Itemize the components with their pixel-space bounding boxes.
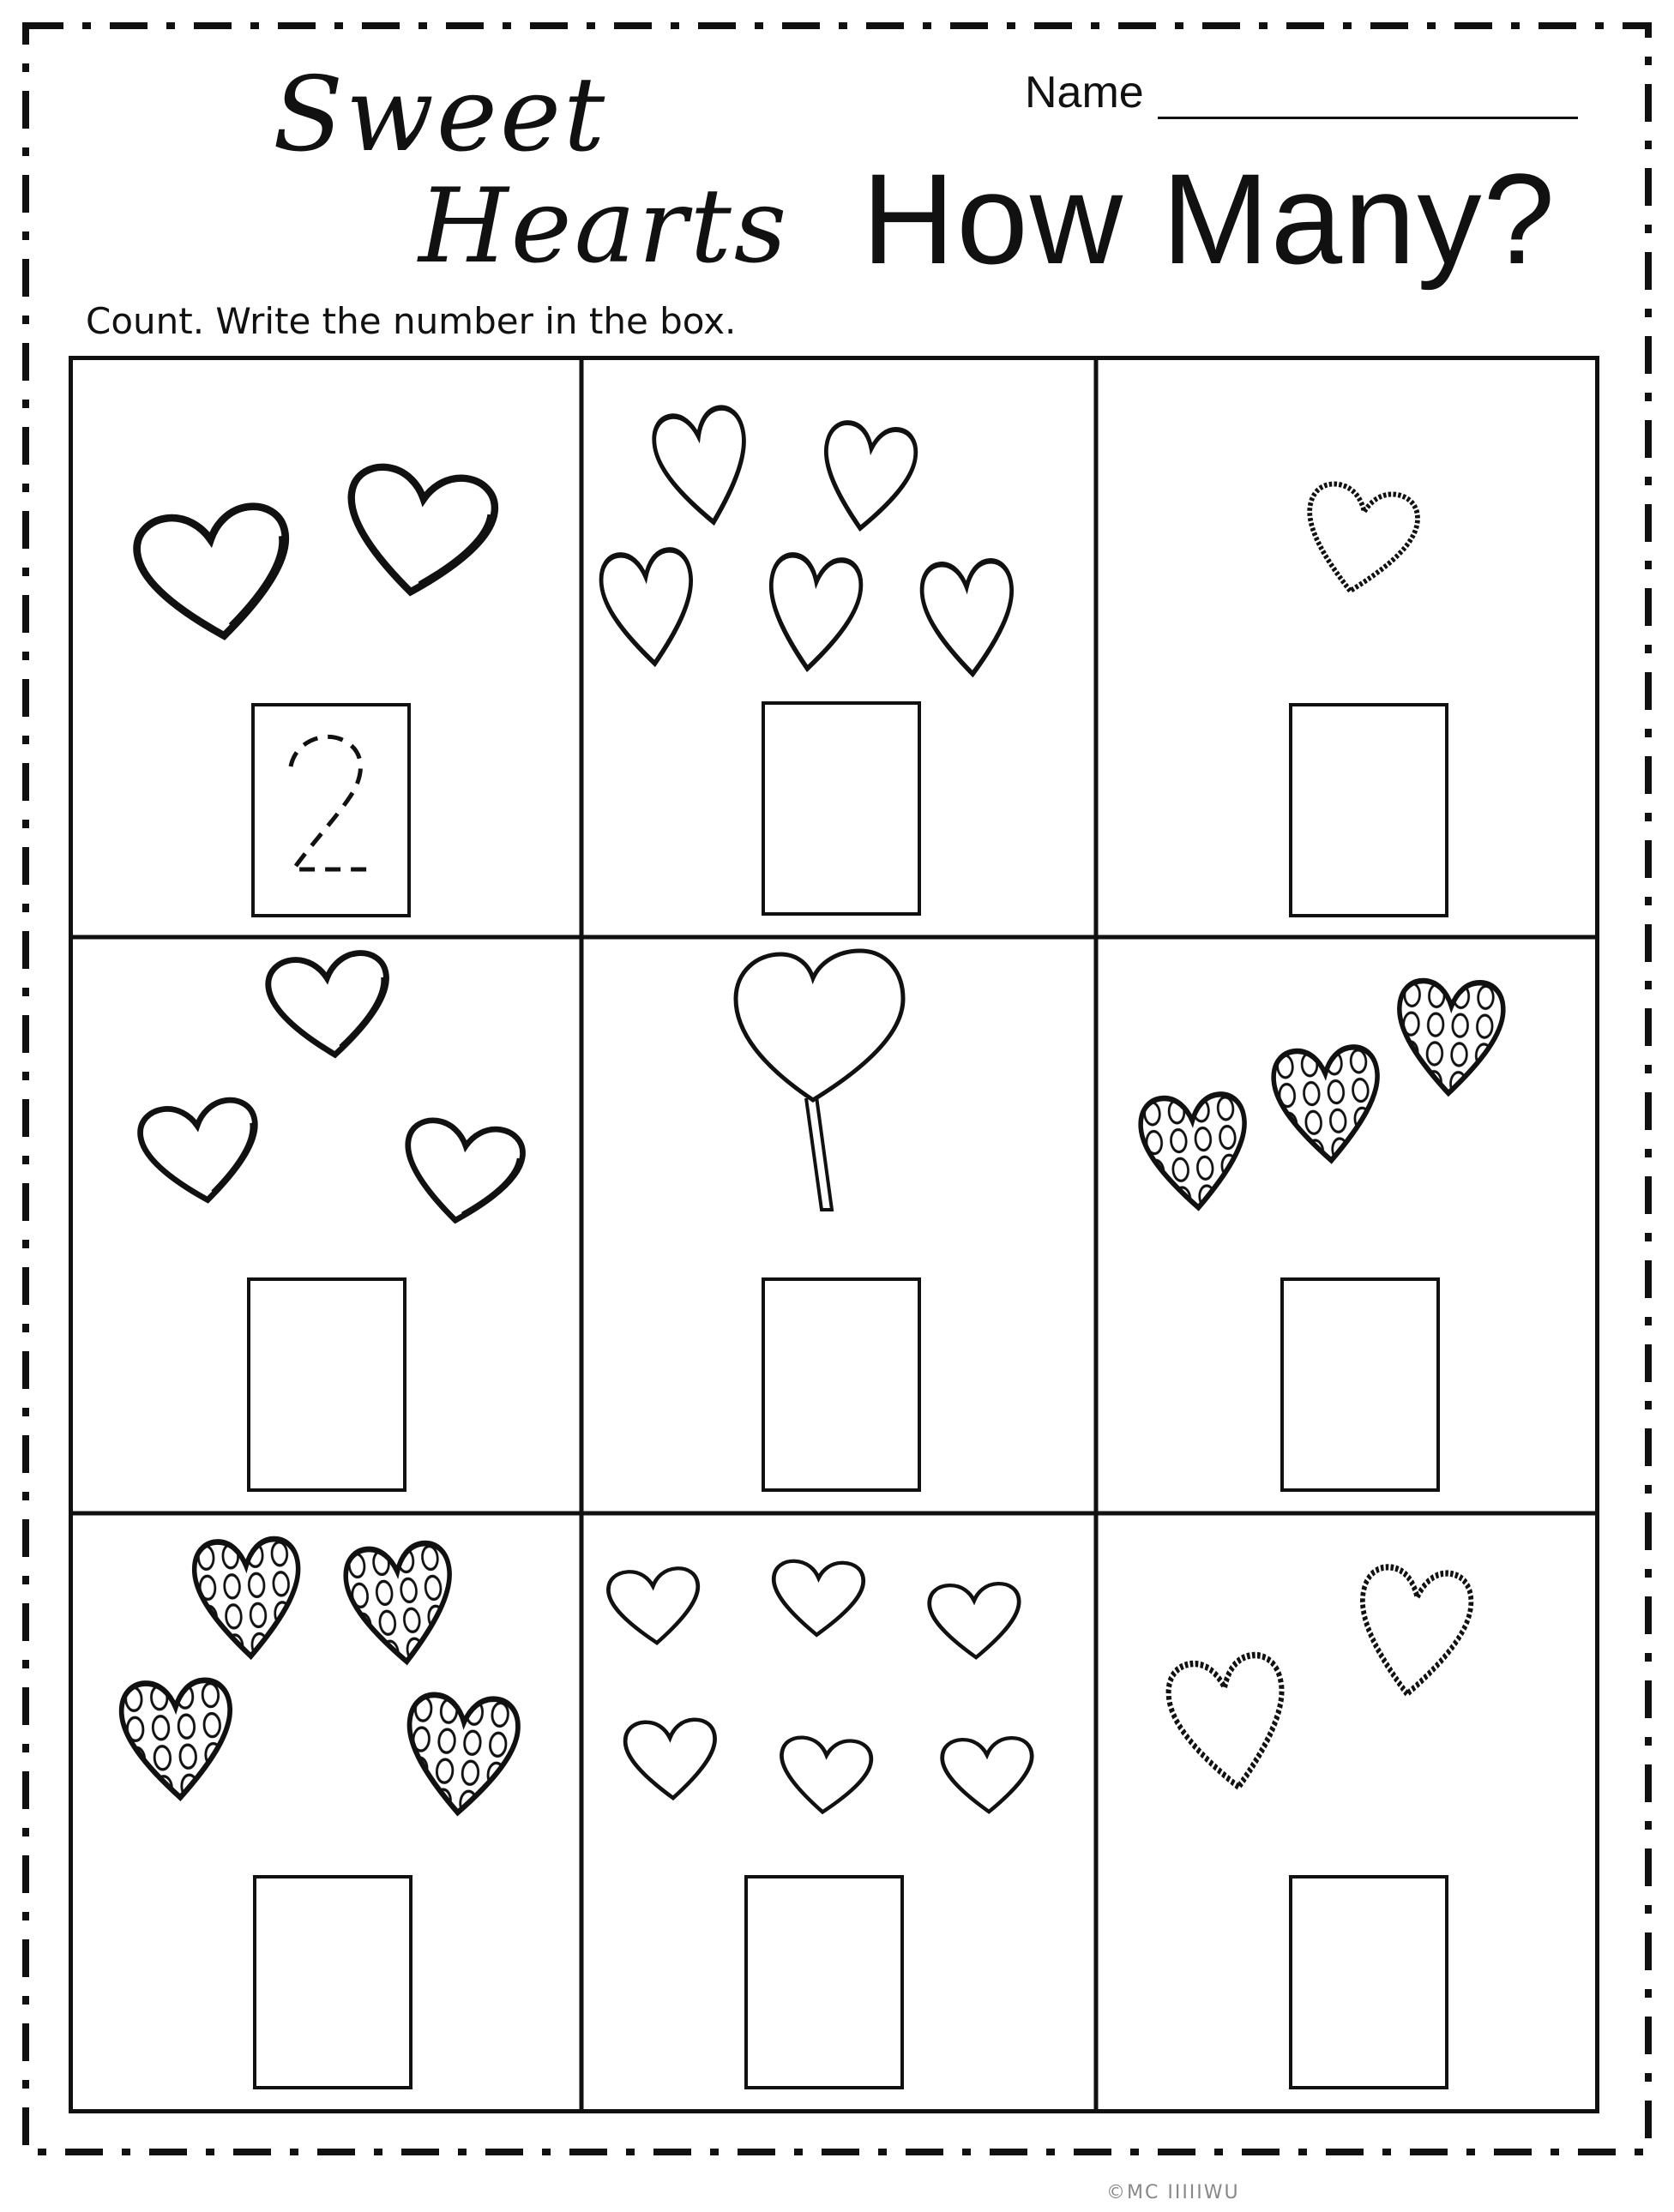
heart-icon bbox=[929, 1583, 1021, 1659]
count-cell-9 bbox=[1096, 1513, 1595, 2109]
polka-dot-heart-icon bbox=[1272, 1046, 1383, 1164]
heart-icon bbox=[1165, 1652, 1295, 1795]
heart-icon bbox=[599, 548, 700, 668]
answer-box[interactable] bbox=[762, 1277, 921, 1492]
heart-icon bbox=[398, 1117, 526, 1229]
count-cell-6 bbox=[1096, 937, 1595, 1513]
polka-dot-heart-icon bbox=[120, 1679, 234, 1800]
heart-icon bbox=[1353, 1565, 1474, 1699]
heart-icon bbox=[772, 1560, 864, 1637]
heart-icon bbox=[607, 1567, 702, 1646]
traced-number-two bbox=[255, 706, 407, 914]
answer-box[interactable] bbox=[762, 701, 921, 916]
polka-dot-heart-icon bbox=[1396, 980, 1503, 1095]
answer-box[interactable] bbox=[1280, 1277, 1440, 1492]
heart-icon bbox=[920, 560, 1017, 677]
count-cell-3 bbox=[1096, 360, 1595, 937]
answer-box[interactable] bbox=[744, 1875, 904, 2089]
heart-icon bbox=[137, 1097, 265, 1208]
polka-dot-heart-icon bbox=[404, 1693, 521, 1816]
heart-icon bbox=[340, 463, 499, 602]
copyright-mark: ©MC IIIIIWU bbox=[1106, 2182, 1240, 2203]
count-cell-7 bbox=[73, 1513, 581, 2109]
answer-box[interactable] bbox=[247, 1277, 406, 1492]
count-cell-5 bbox=[581, 937, 1096, 1513]
name-write-line[interactable] bbox=[1158, 117, 1578, 119]
polka-dot-heart-icon bbox=[343, 1541, 458, 1667]
count-cell-2 bbox=[581, 360, 1096, 937]
polka-dot-heart-icon bbox=[1139, 1093, 1250, 1211]
polka-dot-heart-icon bbox=[193, 1538, 303, 1659]
answer-box[interactable] bbox=[251, 703, 411, 917]
count-cell-8 bbox=[581, 1513, 1096, 2109]
heart-icon bbox=[624, 1719, 718, 1800]
name-label: Name bbox=[1025, 68, 1144, 117]
heart-icon bbox=[133, 502, 298, 646]
count-cell-4 bbox=[73, 937, 581, 1513]
answer-box[interactable] bbox=[1289, 1875, 1448, 2089]
lollipop-heart-icon bbox=[736, 951, 903, 1210]
heart-icon bbox=[778, 1736, 872, 1815]
heart-icon bbox=[942, 1737, 1033, 1813]
count-cell-1 bbox=[73, 360, 581, 937]
heart-icon bbox=[650, 405, 757, 530]
heart-icon bbox=[1297, 480, 1421, 600]
heart-icon bbox=[816, 420, 918, 534]
heart-icon bbox=[762, 553, 864, 673]
heart-icon bbox=[266, 951, 394, 1061]
title-hearts: Hearts bbox=[418, 167, 790, 286]
instructions: Count. Write the number in the box. bbox=[86, 300, 737, 342]
answer-box[interactable] bbox=[1289, 703, 1448, 917]
title-sweet: Sweet bbox=[273, 56, 608, 175]
counting-grid bbox=[69, 356, 1599, 2113]
page-heading: How Many? bbox=[862, 147, 1557, 291]
answer-box[interactable] bbox=[253, 1875, 412, 2089]
